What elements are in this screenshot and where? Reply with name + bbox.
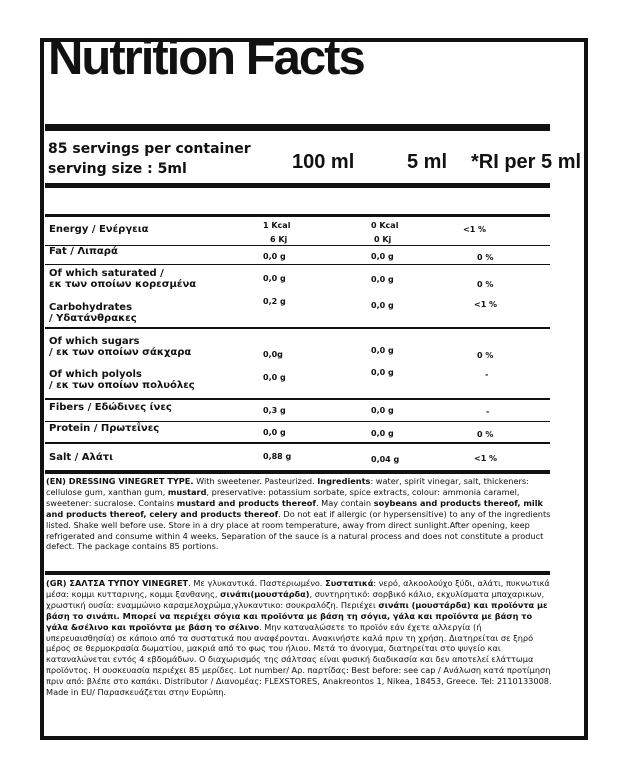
value-5ml: 0,0 g <box>371 346 394 355</box>
language-divider <box>45 571 550 575</box>
text-segment: . Do not eat if allergic (or hypersensitive) to any of the ingredients listed. Shake well before use. Store in a dry place at room temperature, away from direct sunlight.After opening, keep refrigerated and consume within 4 weeks. Separation of the sauce is a natural process and does not constitute a product defect. The package contains 85 portions. <box>46 508 551 552</box>
value-5ml: 0,04 g <box>371 455 400 464</box>
title-divider <box>45 124 550 131</box>
value-ri: 0 % <box>477 280 494 289</box>
value-5ml: 0,0 g <box>371 252 394 261</box>
row-divider <box>45 264 550 265</box>
value-5ml: 0,0 g <box>371 429 394 438</box>
allergen-mustard: mustard <box>167 486 207 497</box>
row-label: Energy / Ενέργεια <box>49 224 149 235</box>
ingredients-heading-gr: Συστατικά <box>325 578 374 588</box>
table-row-fibers <box>45 400 550 422</box>
value-100ml: 0,0 g <box>263 274 286 283</box>
value-100ml: 0,0 g <box>263 428 286 437</box>
value-100ml: 0,0 g <box>263 373 286 382</box>
value-100ml-kcal: 1 Kcal <box>263 221 291 230</box>
table-row-energy <box>45 219 550 245</box>
text-segment: . Μην καταναλώσετε το προϊόν εάν έχετε αλλεργία (ή υπερευαισθησία) σε κάποιο από τα συστατικά που αναφέρονται. Ανακινήστε καλά πριν τη χρήση. Διατηρείται σε ξηρό μέρος σε θερμοκρασία δωματίου, μακριά από το φως του ήλιου. Μετά το άνοιγμα, διατηρείται στο ψυγείο και καταναλώνεται εντός 4 εβδομάδων. Ο διαχωρισμός της σάλτσας είναι φυσική διαδικασία και δεν αποτελεί ελάττωμα προϊόντος. Η συσκευασία περιέχει 85 μερίδες. Lot number/ Αρ. παρτίδας: Best before: see cap / Ανάλωση κατά προτίμηση πριν από: βλέπε στο καπάκι. Distributor / Διανομέας: FLEXSTORES, Anakreontos 1, Nikea, 18453, Greece. Tel: 2110133008. Made in EU/ Παρασκευάζεται στην Ευρώπη. <box>46 621 552 698</box>
value-100ml: 0,0g <box>263 350 283 359</box>
row-label: Salt / Αλάτι <box>49 452 113 463</box>
text-segment: . Με γλυκαντικά. Παστεριωμένο. <box>188 578 326 588</box>
value-ri: <1 % <box>463 225 487 234</box>
header-divider <box>45 214 550 217</box>
table-row-saturated <box>45 266 550 296</box>
row-label: Protein / Πρωτεΐνες <box>49 423 160 434</box>
value-ri: - <box>486 407 490 416</box>
row-divider <box>45 421 550 422</box>
value-ri: <1 % <box>474 300 498 309</box>
row-divider <box>45 442 550 444</box>
row-label: Fibers / Εδώδινες ίνες <box>49 402 172 413</box>
value-100ml: 0,3 g <box>263 406 286 415</box>
text-segment: , preservative: potassium sorbate, spice extracts, colour: ammonia caramel, sweetener: sucralose. Contains <box>46 486 520 508</box>
ingredients-en <box>46 476 552 552</box>
text-segment: : water, spirit vinegar, salt, thickeners: cellulose gum, xanthan gum, <box>46 476 529 497</box>
value-5ml-kj: 0 Kj <box>374 235 392 244</box>
text-segment: . May contain <box>315 497 374 508</box>
column-header-ri: *RI per 5 ml <box>471 151 582 173</box>
row-label-line1: Of which polyols <box>49 369 142 380</box>
row-label-line2: εκ των οποίων κορεσμένα <box>49 279 197 290</box>
table-row-carbohydrates <box>45 296 550 326</box>
allergen-statement-gr: σινάπι (μουστάρδα) και προϊόντα με βάση το σινάπι. Μπορεί να περιέχει σόγια και προϊόντα με βάση τη σόγια, γάλα και προϊόντα με βάση το γάλα &σέλινο και προϊόντα με βάση το σέλινο <box>46 599 548 632</box>
row-label-line2: / εκ των οποίων πολυόλες <box>49 380 195 391</box>
value-100ml-kj: 6 Kj <box>270 235 288 244</box>
row-label-line1: Carbohydrates <box>49 302 133 313</box>
value-ri: - <box>485 370 489 379</box>
serving-size: serving size : 5ml <box>48 161 187 177</box>
text-segment: With sweetener. Pasteurized. <box>193 476 318 486</box>
table-row-salt <box>45 448 550 468</box>
value-5ml: 0,0 g <box>371 368 394 377</box>
value-ri: <1 % <box>474 454 498 463</box>
table-row-protein <box>45 423 550 443</box>
value-5ml: 0,0 g <box>371 301 394 310</box>
allergen-may-contain: soybeans and products thereof, milk and products thereof, celery and products thereof <box>46 497 543 519</box>
table-bottom-divider <box>45 470 550 474</box>
value-100ml: 0,88 g <box>263 452 292 461</box>
allergen-mustard-gr: σινάπι(μουστάρδα) <box>220 588 310 599</box>
product-name-en: (EN) DRESSING VINEGRET TYPE. <box>46 476 194 486</box>
page-title: Nutrition Facts <box>48 31 364 85</box>
value-5ml-kcal: 0 Kcal <box>371 221 399 230</box>
row-divider <box>45 327 550 329</box>
column-header-5ml: 5 ml <box>407 151 448 173</box>
value-5ml: 0,0 g <box>371 275 394 284</box>
value-5ml: 0,0 g <box>371 406 394 415</box>
value-ri: 0 % <box>477 351 494 360</box>
column-header-100ml: 100 ml <box>292 151 355 173</box>
ingredients-gr <box>46 578 552 698</box>
table-row-sugars <box>45 334 550 364</box>
value-ri: 0 % <box>477 253 494 262</box>
text-segment: : νερό, αλκοολούχο ξύδι, αλάτι, πυκνωτικά μέσα: κομμι κυτταρινης, κομμι ξανθανης, <box>46 578 550 599</box>
row-label-line2: / Υδατάνθρακες <box>49 313 137 324</box>
value-ri: 0 % <box>477 430 494 439</box>
table-row-polyols <box>45 367 550 397</box>
row-label: Fat / Λιπαρά <box>49 246 118 257</box>
row-label-line1: Of which saturated / <box>49 268 164 279</box>
product-name-gr: (GR) ΣΑΛΤΣΑ ΤΥΠΟΥ VINEGRET <box>46 578 189 588</box>
value-100ml: 0,0 g <box>263 252 286 261</box>
row-label-line1: Of which sugars <box>49 336 140 347</box>
servings-divider <box>45 183 550 188</box>
text-segment: , συντηρητικό: σορβικό κάλιο, εκχυλίσματα μπαχαρικων, χρωστική ουσία: εναμμώνιο καραμελοχρώμα,γλυκαντικο: σουκραλόζη. Περιέχει <box>46 588 545 610</box>
table-row-fat <box>45 246 550 264</box>
row-label-line2: / εκ των οποίων σάκχαρα <box>49 347 192 358</box>
value-100ml: 0,2 g <box>263 297 286 306</box>
allergen-contains: mustard and products thereof <box>176 497 316 508</box>
servings-per-container: 85 servings per container <box>48 141 251 157</box>
ingredients-heading-en: Ingredients <box>317 476 371 486</box>
